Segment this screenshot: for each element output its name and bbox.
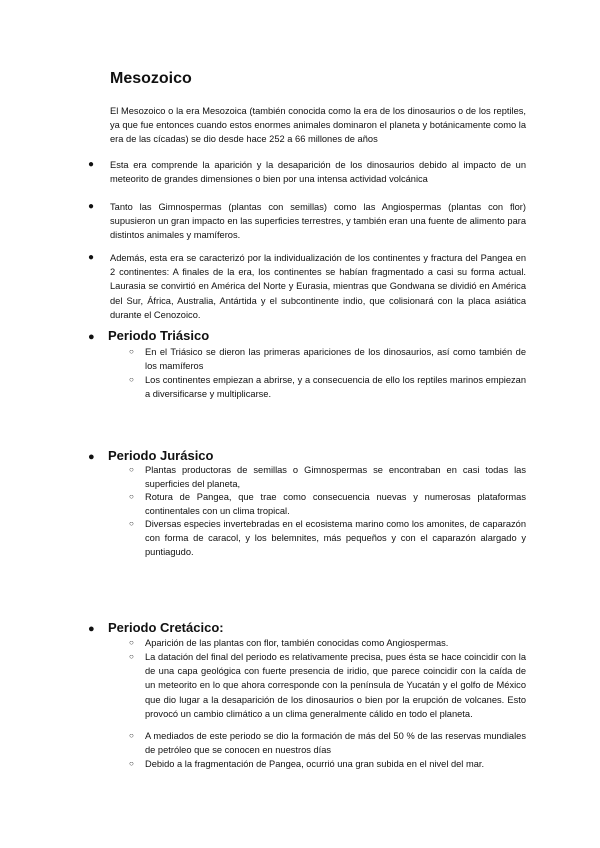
bullet-icon: ●	[88, 159, 95, 170]
bullet-item-2: Tanto las Gimnospermas (plantas con semillas) como las Angiospermas (plantas con flor) supusieron un gran impacto en las superficies terrestres, y también eran una fuente de alimento para distintos animales y mamíferos.	[110, 202, 527, 241]
bullet-icon: ●	[88, 623, 95, 635]
bullet-icon: ●	[88, 252, 95, 263]
circle-bullet-icon: ○	[129, 759, 134, 768]
triasico-item-2: Los continentes empiezan a abrirse, y a consecuencia de ello los reptiles marinos empiezan a diversificarse y multiplicarse.	[145, 375, 526, 400]
intro-paragraph: El Mesozoico o la era Mesozoica (también conocida como la era de los dinosaurios o de los reptiles, ya que fue entonces cuando estos enormes animales dominaron el planeta y botánicamente como la era de las cícadas) se dio desde hace 252 a 66 millones de años	[110, 106, 526, 145]
circle-bullet-icon: ○	[129, 638, 134, 647]
circle-bullet-icon: ○	[129, 347, 134, 356]
jurasico-item-1: Plantas productoras de semillas o Gimnospermas se encontraban en casi todas las superficies del planeta,	[145, 465, 526, 490]
heading-cretacico: Periodo Cretácico:	[108, 620, 224, 635]
cretacico-item-2: La datación del final del periodo es relativamente precisa, pues ésta se hace coincidir con la de una capa geológica con fuerte presencia de iridio, que parece coincidir con la caída de un meteorito en lo que ahora corresponde con la península de Yucatán y el golfo de México que dio lugar a la desaparición de los dinosaurios o bien por la erupción de volcanes. Esto provocó un cambio climático a un clima generalmente cálido en todo el planeta.	[145, 652, 526, 719]
bullet-item-3: Además, esta era se caracterizó por la individualización de los continentes y fractura del Pangea en 2 continentes: A finales de la era, los continentes se habían fragmentado a casi su forma actual. Laurasia se convirtió en América del Norte y Eurasia, mientras que Gondwana se dividió en América del Sur, África, Australia, Antártida y el subcontinente indio, que colisionará con la placa asiática durante el Cenozoico.	[110, 253, 526, 320]
cretacico-item-4: Debido a la fragmentación de Pangea, ocurrió una gran subida en el nivel del mar.	[145, 759, 485, 769]
jurasico-item-3: Diversas especies invertebradas en el ecosistema marino como los amonites, de caparazón con forma de caracol, y los belemnites, más pequeños y con el caparazón alargado y puntiagudo.	[145, 519, 526, 558]
heading-triasico: Periodo Triásico	[108, 328, 210, 343]
triasico-item-1: En el Triásico se dieron las primeras apariciones de los dinosaurios, así como también de los mamíferos	[145, 347, 526, 372]
circle-bullet-icon: ○	[129, 652, 134, 661]
circle-bullet-icon: ○	[129, 492, 134, 501]
circle-bullet-icon: ○	[129, 375, 134, 384]
circle-bullet-icon: ○	[129, 519, 134, 528]
page-title: Mesozoico	[110, 70, 192, 87]
jurasico-item-2: Rotura de Pangea, que trae como consecuencia nuevas y numerosas plataformas continentales con un clima tropical.	[145, 492, 526, 517]
circle-bullet-icon: ○	[129, 465, 134, 474]
circle-bullet-icon: ○	[129, 731, 134, 740]
bullet-item-1: Esta era comprende la aparición y la desaparición de los dinosaurios debido al impacto de un meteorito de grandes dimensiones o bien por una intensa actividad volcánica	[110, 160, 526, 185]
bullet-icon: ●	[88, 331, 95, 343]
heading-jurasico: Periodo Jurásico	[108, 448, 214, 463]
cretacico-item-3: A mediados de este periodo se dio la formación de más del 50 % de las reservas mundiales de petróleo que se conocen en nuestros días	[145, 731, 526, 756]
bullet-icon: ●	[88, 451, 95, 463]
bullet-icon: ●	[88, 201, 95, 212]
cretacico-item-1: Aparición de las plantas con flor, también conocidas como Angiospermas.	[145, 638, 449, 648]
